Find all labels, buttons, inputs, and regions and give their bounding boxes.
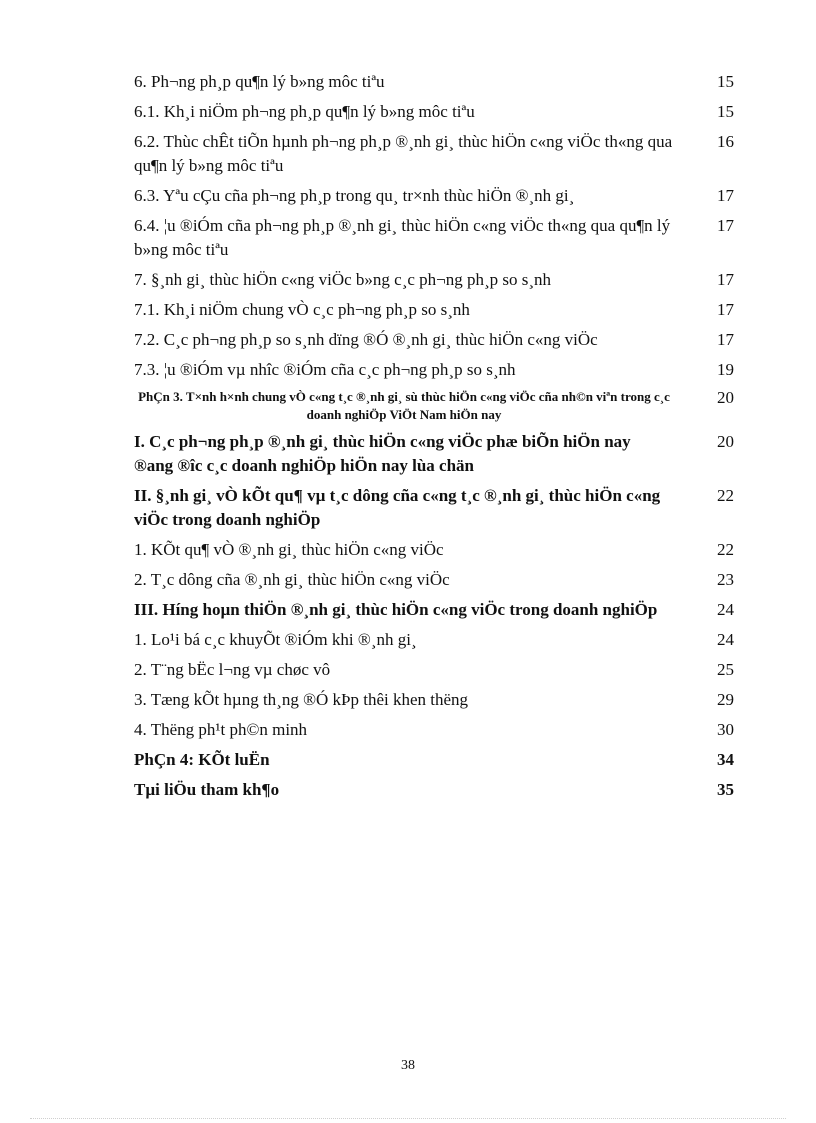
toc-entry — [134, 388, 734, 424]
toc-entry-page: 15 — [717, 102, 734, 121]
toc-entry — [134, 568, 734, 592]
toc-entry — [134, 598, 734, 622]
toc-entry-title: 7.1. Kh¸i niÖm chung vÒ c¸c ph¬ng ph¸p so s¸nh — [134, 300, 470, 319]
toc-entry-title: 6.1. Kh¸i niÖm ph¬ng ph¸p qu¶n lý b»ng môc tiªu — [134, 102, 475, 121]
toc-entry — [134, 484, 734, 532]
toc-entry-title: 1. Lo¹i bá c¸c khuyÕt ®iÓm khi ®¸nh gi¸ — [134, 630, 417, 649]
toc-entry — [134, 70, 734, 94]
table-of-contents — [134, 70, 734, 802]
toc-entry-title: 7. §¸nh gi¸ thùc hiÖn c«ng viÖc b»ng c¸c ph¬ng ph¸p so s¸nh — [134, 270, 552, 289]
toc-entry — [134, 358, 734, 382]
toc-entry-page: 25 — [717, 660, 734, 679]
toc-entry-page: 24 — [717, 600, 734, 619]
toc-entry-title: II. §¸nh gi¸ vÒ kÕt qu¶ vµ t¸c dông cña c«ng t¸c ®¸nh gi¸ thùc hiÖn c«ng viÖc trong doanh nghiÖp — [134, 486, 661, 529]
toc-entry-title: 6.2. Thùc chÊt tiÕn hµnh ph¬ng ph¸p ®¸nh gi¸ thùc hiÖn c«ng viÖc th«ng qua qu¶n lý b»ng môc tiªu — [134, 132, 673, 175]
toc-entry-page: 29 — [717, 690, 734, 709]
toc-entry-title: 3. Tæng kÕt hµng th¸ng ®Ó kÞp thêi khen thëng — [134, 690, 469, 709]
toc-entry-title: I. C¸c ph¬ng ph¸p ®¸nh gi¸ thùc hiÖn c«ng viÖc phæ biÕn hiÖn nay ®ang ®îc c¸c doanh nghiÖp hiÖn nay lùa chän — [134, 432, 631, 475]
toc-entry-title: PhÇn 3. T×nh h×nh chung vÒ c«ng t¸c ®¸nh gi¸ sù thùc hiÖn c«ng viÖc cña nh©n viªn trong c¸c doanh nghiÖp ViÖt Nam hiÖn nay — [138, 389, 670, 422]
toc-entry-title: III. Híng hoµn thiÖn ®¸nh gi¸ thùc hiÖn c«ng viÖc trong doanh nghiÖp — [134, 600, 658, 619]
toc-entry-title: PhÇn 4: KÕt luËn — [134, 750, 270, 769]
toc-entry — [134, 298, 734, 322]
toc-entry — [134, 130, 734, 178]
toc-entry-page: 35 — [717, 780, 734, 799]
toc-entry — [134, 430, 734, 478]
toc-entry — [134, 658, 734, 682]
toc-entry-page: 15 — [717, 72, 734, 91]
toc-entry-page: 30 — [717, 720, 734, 739]
toc-entry-page: 23 — [717, 570, 734, 589]
toc-entry-page: 19 — [717, 360, 734, 379]
toc-entry — [134, 718, 734, 742]
toc-entry-title: 2. T¨ng bËc l¬ng vµ chøc vô — [134, 660, 331, 679]
toc-entry-title: 6. Ph¬ng ph¸p qu¶n lý b»ng môc tiªu — [134, 72, 385, 91]
toc-entry-title: 6.4. ¦u ®iÓm cña ph¬ng ph¸p ®¸nh gi¸ thùc hiÖn c«ng viÖc th«ng qua qu¶n lý b»ng môc tiªu — [134, 216, 671, 259]
toc-entry — [134, 688, 734, 712]
toc-entry-title: 1. KÕt qu¶ vÒ ®¸nh gi¸ thùc hiÖn c«ng viÖc — [134, 540, 444, 559]
toc-entry-page: 17 — [717, 330, 734, 349]
toc-entry-page: 17 — [717, 270, 734, 289]
toc-entry — [134, 268, 734, 292]
toc-entry — [134, 214, 734, 262]
toc-entry — [134, 100, 734, 124]
toc-entry-page: 20 — [717, 388, 734, 407]
page-bottom-divider — [30, 1118, 786, 1119]
toc-entry — [134, 328, 734, 352]
toc-entry-page: 20 — [717, 432, 734, 451]
toc-entry-page: 22 — [717, 540, 734, 559]
toc-entry-page: 17 — [717, 216, 734, 235]
page-number: 38 — [401, 1058, 415, 1073]
toc-entry-page: 17 — [717, 300, 734, 319]
toc-entry-page: 22 — [717, 486, 734, 505]
toc-entry — [134, 778, 734, 802]
toc-entry-title: 6.3. Yªu cÇu cña ph¬ng ph¸p trong qu¸ tr×nh thùc hiÖn ®¸nh gi¸ — [134, 186, 575, 205]
toc-entry-page: 34 — [717, 750, 734, 769]
toc-entry-title: 2. T¸c dông cña ®¸nh gi¸ thùc hiÖn c«ng viÖc — [134, 570, 450, 589]
toc-entry-title: 4. Thëng ph¹t ph©n minh — [134, 720, 308, 739]
toc-entry-title: Tµi liÖu tham kh¶o — [134, 780, 280, 799]
toc-entry — [134, 628, 734, 652]
toc-entry-title: 7.3. ¦u ®iÓm vµ nhîc ®iÓm cña c¸c ph¬ng ph¸p so s¸nh — [134, 360, 516, 379]
toc-entry-page: 16 — [717, 132, 734, 151]
toc-entry — [134, 748, 734, 772]
toc-entry — [134, 184, 734, 208]
toc-entry-page: 24 — [717, 630, 734, 649]
toc-entry-page: 17 — [717, 186, 734, 205]
toc-entry-title: 7.2. C¸c ph¬ng ph¸p so s¸nh dïng ®Ó ®¸nh gi¸ thùc hiÖn c«ng viÖc — [134, 330, 598, 349]
toc-entry — [134, 538, 734, 562]
